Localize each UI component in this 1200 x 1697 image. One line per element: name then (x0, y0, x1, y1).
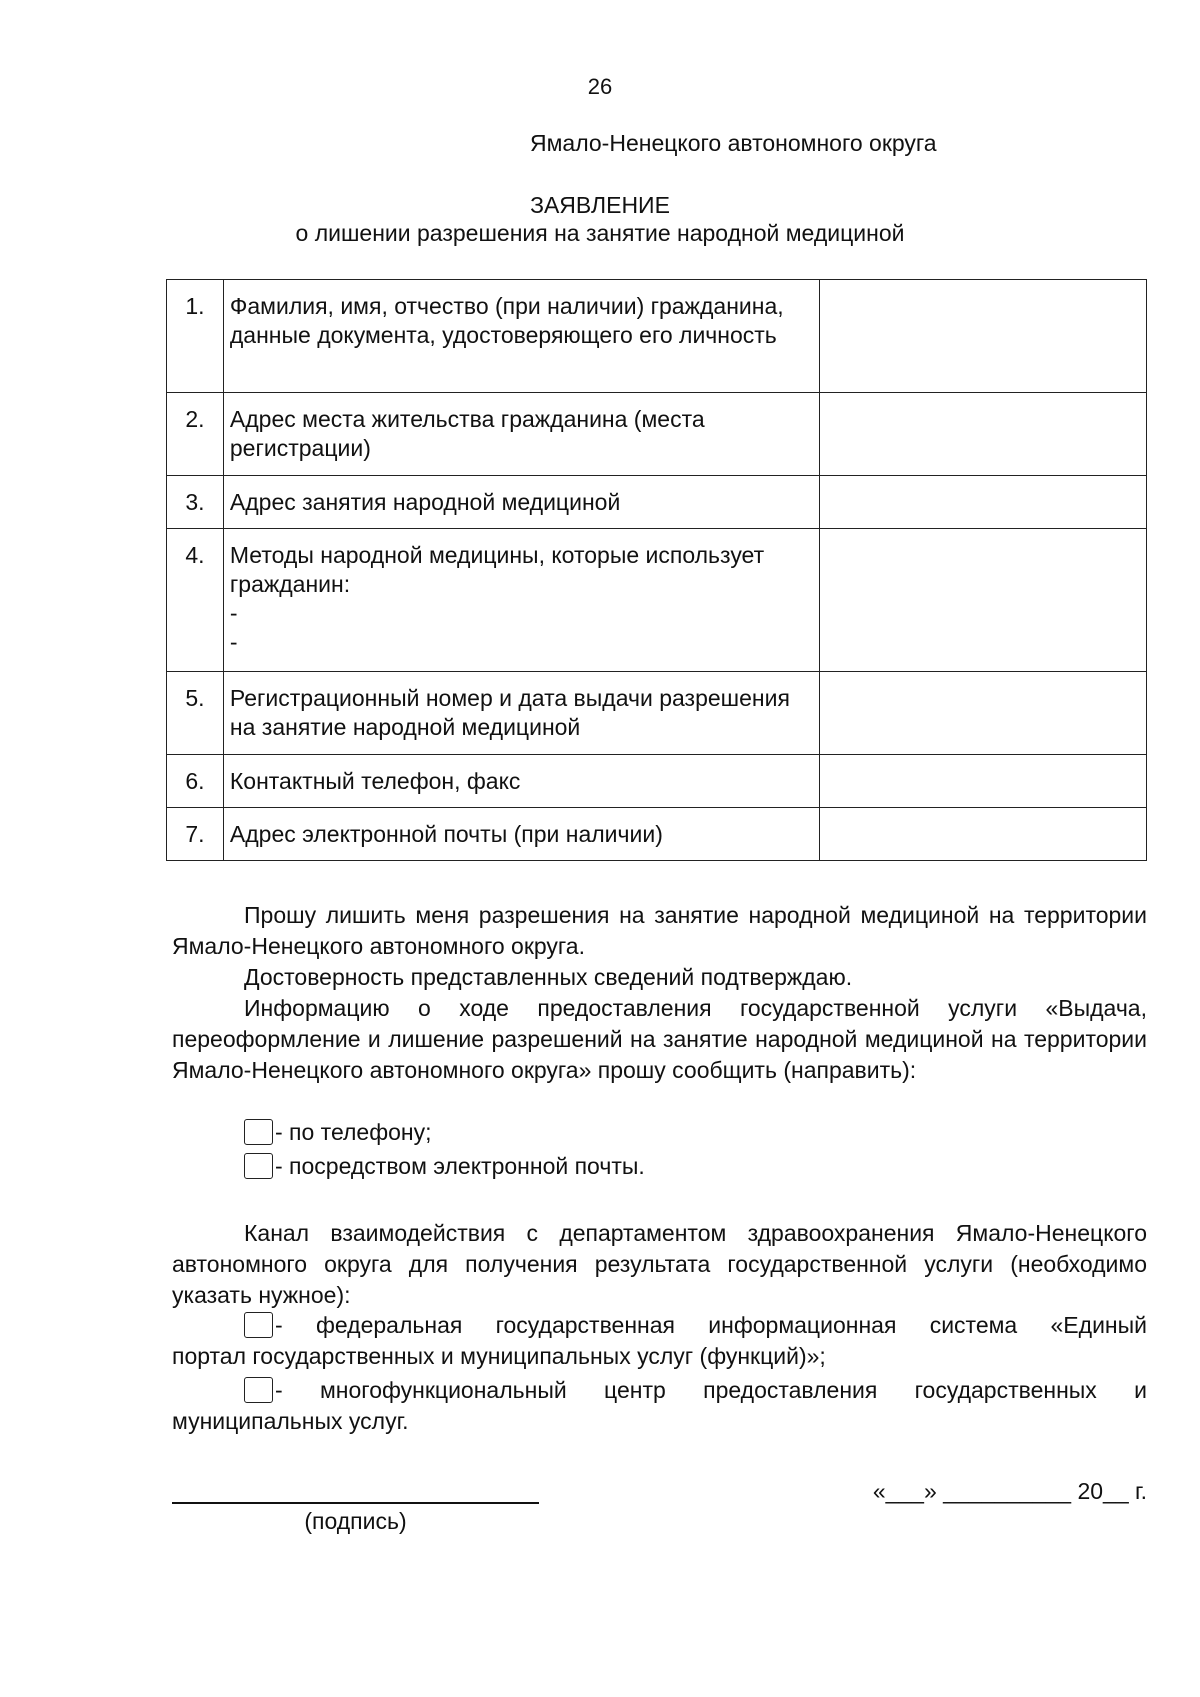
date-field: «___» __________ 20__ г. (872, 1478, 1147, 1504)
page-number: 26 (587, 74, 613, 99)
table-row (167, 476, 1147, 529)
table-row (167, 393, 1147, 476)
channel-paragraph: Канал взаимодействия с департаментом здравоохранения Ямало-Ненецкого автономного округа для получения результата государственной услуги (необходимо указать нужное): (172, 1220, 1147, 1308)
notify-option-phone[interactable] (244, 1117, 432, 1148)
row-label: Контактный телефон, факс (223, 755, 819, 808)
header-region: Ямало-Ненецкого автономного округа (530, 130, 937, 156)
row-value-field[interactable] (820, 476, 1147, 529)
option-label: - по телефону; (275, 1119, 432, 1145)
table-row (167, 808, 1147, 861)
title-subtitle: о лишении разрешения на занятие народной медициной (295, 220, 905, 246)
checkbox[interactable] (244, 1119, 273, 1145)
row-value-field[interactable] (820, 672, 1147, 755)
row-value-field[interactable] (820, 529, 1147, 672)
checkbox[interactable] (244, 1312, 273, 1338)
checkbox[interactable] (244, 1153, 273, 1179)
channel-option-portal[interactable] (244, 1310, 1147, 1341)
option-label: - федеральная государственная информационная система «Единый (275, 1312, 1147, 1338)
table-row (167, 529, 1147, 672)
title-main: ЗАЯВЛЕНИЕ (530, 192, 670, 218)
row-value-field[interactable] (820, 280, 1147, 393)
option-label-continuation: муниципальных услуг. (172, 1408, 409, 1434)
checkbox[interactable] (244, 1377, 273, 1403)
row-value-field[interactable] (820, 393, 1147, 476)
channel-option-mfc[interactable] (244, 1375, 1147, 1406)
signature-caption: (подпись) (304, 1508, 407, 1534)
table-row (167, 672, 1147, 755)
application-form-table (166, 279, 1147, 861)
row-number: 5. (167, 672, 224, 755)
option-label: - многофункциональный центр предоставления государственных и (275, 1377, 1147, 1403)
confirm-paragraph: Достоверность представленных сведений подтверждаю. (244, 964, 853, 990)
option-label: - посредством электронной почты. (275, 1153, 645, 1179)
row-label: Методы народной медицины, которые использует гражданин: - - (223, 529, 819, 672)
notify-option-email[interactable] (244, 1151, 645, 1182)
info-paragraph: Информацию о ходе предоставления государственной услуги «Выдача, переоформление и лишение разрешений на занятие народной медициной на территории Ямало-Ненецкого автономного округа» прошу сообщить (направить): (172, 995, 1147, 1083)
option-label-continuation: портал государственных и муниципальных услуг (функций)»; (172, 1343, 826, 1369)
row-number: 6. (167, 755, 224, 808)
row-label: Адрес места жительства гражданина (места регистрации) (223, 393, 819, 476)
row-number: 1. (167, 280, 224, 393)
document-title (0, 191, 1200, 247)
row-label: Фамилия, имя, отчество (при наличии) гражданина, данные документа, удостоверяющего его личность (223, 280, 819, 393)
row-label: Адрес занятия народной медициной (223, 476, 819, 529)
row-label: Адрес электронной почты (при наличии) (223, 808, 819, 861)
row-number: 2. (167, 393, 224, 476)
row-value-field[interactable] (820, 808, 1147, 861)
row-number: 7. (167, 808, 224, 861)
row-number: 4. (167, 529, 224, 672)
table-row (167, 755, 1147, 808)
table-row (167, 280, 1147, 393)
row-number: 3. (167, 476, 224, 529)
signature-line[interactable] (172, 1502, 539, 1504)
row-label: Регистрационный номер и дата выдачи разрешения на занятие народной медициной (223, 672, 819, 755)
request-paragraph: Прошу лишить меня разрешения на занятие народной медициной на территории Ямало-Ненецкого автономного округа. (172, 902, 1147, 959)
row-value-field[interactable] (820, 755, 1147, 808)
